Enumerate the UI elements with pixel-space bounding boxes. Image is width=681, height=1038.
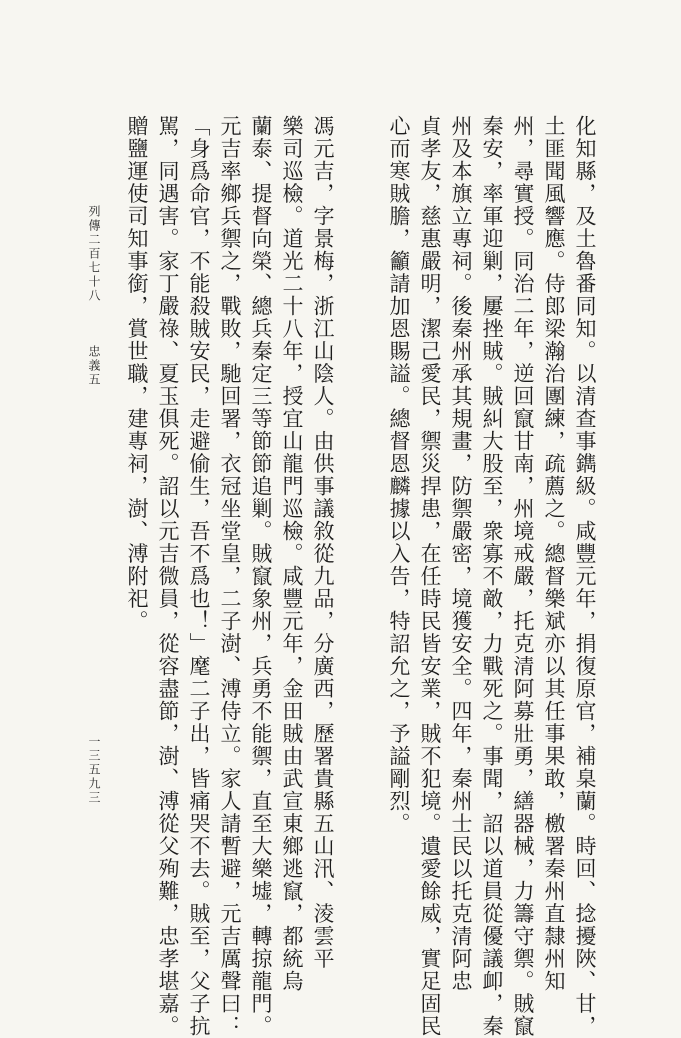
text-column-10: 蘭泰、提督向榮、總兵秦定三等節節追剿。賊竄象州，兵勇不能禦，直至大樂墟，轉掠龍門。 xyxy=(249,115,273,1038)
page-number: 一三五九三 xyxy=(87,735,101,805)
text-column-11: 元吉率鄉兵禦之，戰敗，馳回署，衣冠坐堂皇，二子澍、溥侍立。家人請暫避，元吉厲聲曰： xyxy=(218,115,242,1038)
text-column-14: 贈鹽運使司知事銜，賞世職，建專祠，澍、溥附祀。 xyxy=(125,115,149,633)
text-column-7: 心而寒賊膽，籲請加恩賜謚。總督恩麟據以入告，特詔允之，予謚剛烈。 xyxy=(387,115,411,835)
text-column-5: 州及本旗立專祠。後秦州承其規畫，防禦嚴密，境獲安全。四年，秦州士民以托克清阿忠 xyxy=(449,115,473,993)
text-column-13: 駡，同遇害。家丁嚴祿、夏玉俱死。詔以元吉微員，從容盡節，澍、溥從父殉難，忠孝堪嘉。 xyxy=(156,115,180,1038)
text-column-8: 馮元吉，字景梅，浙江山陰人。由供事議敘從九品，分廣西，歷署貴縣五山汛、淩雲平 xyxy=(311,115,335,970)
text-column-3: 州，尋實授。同治二年，逆回竄甘南，州境戒嚴，托克清阿募壯勇，繕器械，力籌守禦。賊竄 xyxy=(511,115,535,1038)
running-header-chapter: 忠義五 xyxy=(87,345,101,387)
text-column-6: 貞孝友，慈惠嚴明，潔己愛民，禦災捍患，在任時民皆安業，賊不犯境。遺愛餘威，實足固民 xyxy=(418,115,442,1038)
text-column-9: 樂司巡檢。道光二十八年，授宜山龍門巡檢。咸豐元年，金田賊由武宣東鄉逃竄，都統烏 xyxy=(280,115,304,993)
text-column-2: 土匪聞風響應。侍郎梁瀚治團練，疏薦之。總督樂斌亦以其任事果敢，檄署秦州直隸州知 xyxy=(542,115,566,993)
text-column-1: 化知縣，及土魯番同知。以清查事鐫級。咸豐元年，捐復原官，補臬蘭。時回、捻擾陜、甘， xyxy=(573,115,597,1038)
text-column-12: 「身爲命官，不能殺賊安民，走避偷生，吾不爲也！」麾二子出，皆痛哭不去。賊至，父子抗 xyxy=(187,115,211,1038)
text-column-4: 秦安，率軍迎剿，屢挫賊。賊糾大股至，衆寡不敵，力戰死之。事聞，詔以道員從優議卹，秦 xyxy=(480,115,504,1038)
running-header-section: 列傳二百七十八 xyxy=(87,205,101,303)
